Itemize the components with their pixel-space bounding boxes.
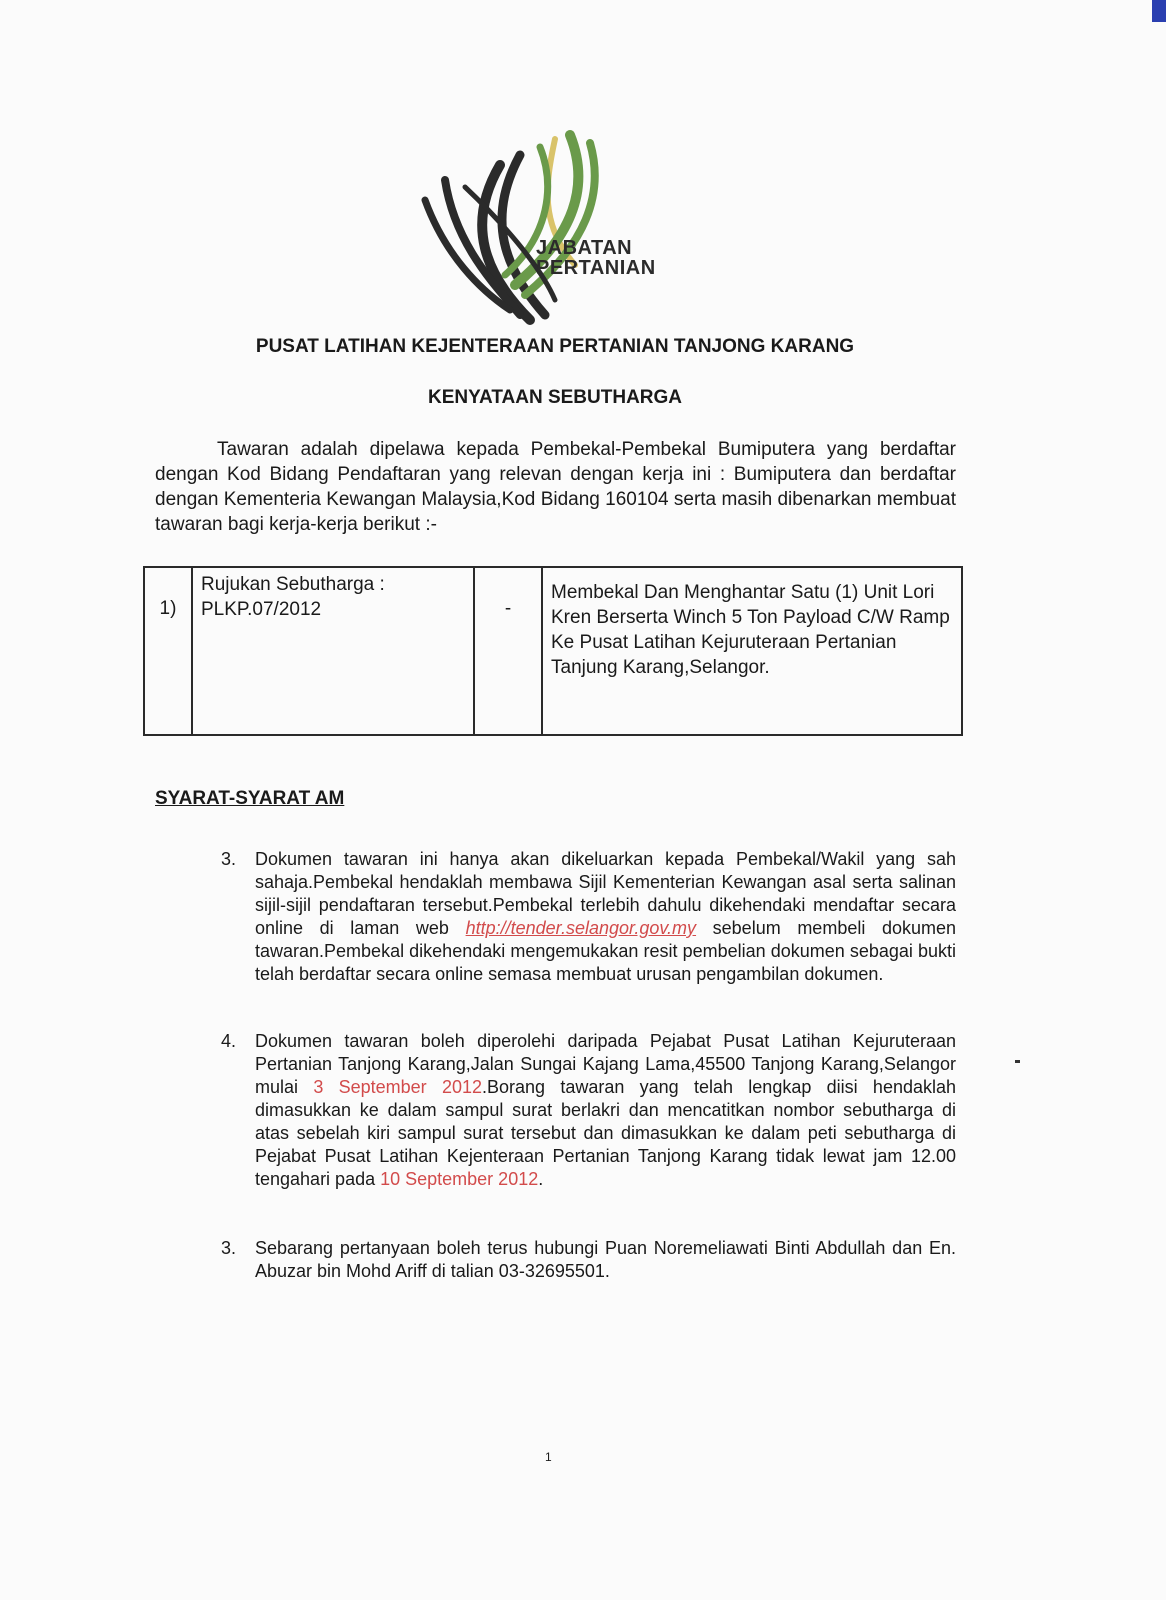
section-heading: SYARAT-SYARAT AM <box>155 788 345 809</box>
logo-wordmark <box>536 238 656 278</box>
item-number: 3. <box>221 1238 237 1258</box>
item-text: .Borang tawaran yang telah lengkap diisi hendaklah dimasukkan ke dalam sampul surat berlakri dan mencatitkan nombor sebutharga di atas sebelah kiri sampul surat tersebut dan dimasukkan ke dalam peti sebutharga di Pejabat Pusat Latihan Kejenteraan Pertanian Tanjong Karang tidak lewat jam 12.00 tengahari pada <box>255 1077 957 1189</box>
table-row <box>144 567 962 735</box>
closing-date: 10 September 2012 <box>380 1169 539 1189</box>
item-number: 3. <box>221 849 237 869</box>
start-date: 3 September 2012 <box>313 1077 482 1097</box>
reference-cell <box>192 567 474 735</box>
item-text: Sebarang pertanyaan boleh terus hubungi Puan Noremeliawati Binti Abdullah dan En. Abuzar bin Mohd Ariff di talian 03-32695501. <box>255 1238 956 1281</box>
item-number-cell: 1) <box>144 567 192 735</box>
item-number: 4. <box>221 1031 237 1051</box>
item-text: . <box>538 1169 544 1189</box>
list-item <box>221 1030 957 1191</box>
scan-mark <box>1015 1060 1020 1063</box>
list-item <box>221 1237 956 1283</box>
item-text: Dokumen tawaran ini hanya akan dikeluarkan kepada Pembekal/Wakil yang sah sahaja.Pembekal hendaklah membawa Sijil Kementerian Kewangan asal serta salinan sijil-sijil pendaftaran tersebut.Pembekal terlebih dahulu dikehendaki mendaftar secara online di laman web <box>255 849 956 938</box>
logo-line-1: JABATAN <box>536 237 633 259</box>
reference-value: PLKP.07/2012 <box>201 599 322 620</box>
logo-emblem-icon <box>405 125 705 330</box>
dash-cell: - <box>474 567 542 735</box>
logo-line-2: PERTANIAN <box>536 257 656 279</box>
page-number: 1 <box>545 1450 552 1464</box>
offer-table <box>143 566 963 736</box>
list-item <box>221 848 957 986</box>
item-text: Dokumen tawaran boleh diperolehi daripada Pejabat Pusat Latihan Kejuruteraan Pertanian Tanjong Karang,Jalan Sungai Kajang Lama,45500 Tanjong Karang,Selangor mulai <box>255 1031 956 1097</box>
jabatan-pertanian-logo <box>405 125 705 330</box>
page-title: PUSAT LATIHAN KEJENTERAAN PERTANIAN TANJONG KARANG <box>255 336 855 357</box>
item-text: sebelum membeli dokumen tawaran.Pembekal dikehendaki mengemukakan resit pembelian dokumen sebagai bukti telah berdaftar secara online semasa membuat urusan pengambilan dokumen. <box>255 918 957 984</box>
scan-edge-mark <box>1152 0 1166 22</box>
tender-website-link[interactable]: http://tender.selangor.gov.my <box>465 918 697 938</box>
intro-paragraph: Tawaran adalah dipelawa kepada Pembekal-Pembekal Bumiputera yang berdaftar dengan Kod Bidang Pendaftaran yang relevan dengan kerja ini : Bumiputera dan berdaftar dengan Kementeria Kewangan Malaysia,Kod Bidang 160104 serta masih dibenarkan membuat tawaran bagi kerja-kerja berikut :- <box>155 439 956 535</box>
page-subtitle: KENYATAAN SEBUTHARGA <box>427 387 683 408</box>
description-cell: Membekal Dan Menghantar Satu (1) Unit Lori Kren Berserta Winch 5 Ton Payload C/W Ramp Ke Pusat Latihan Kejuruteraan Pertanian Tanjung Karang,Selangor. <box>542 567 962 735</box>
reference-label: Rujukan Sebutharga : <box>201 574 385 595</box>
